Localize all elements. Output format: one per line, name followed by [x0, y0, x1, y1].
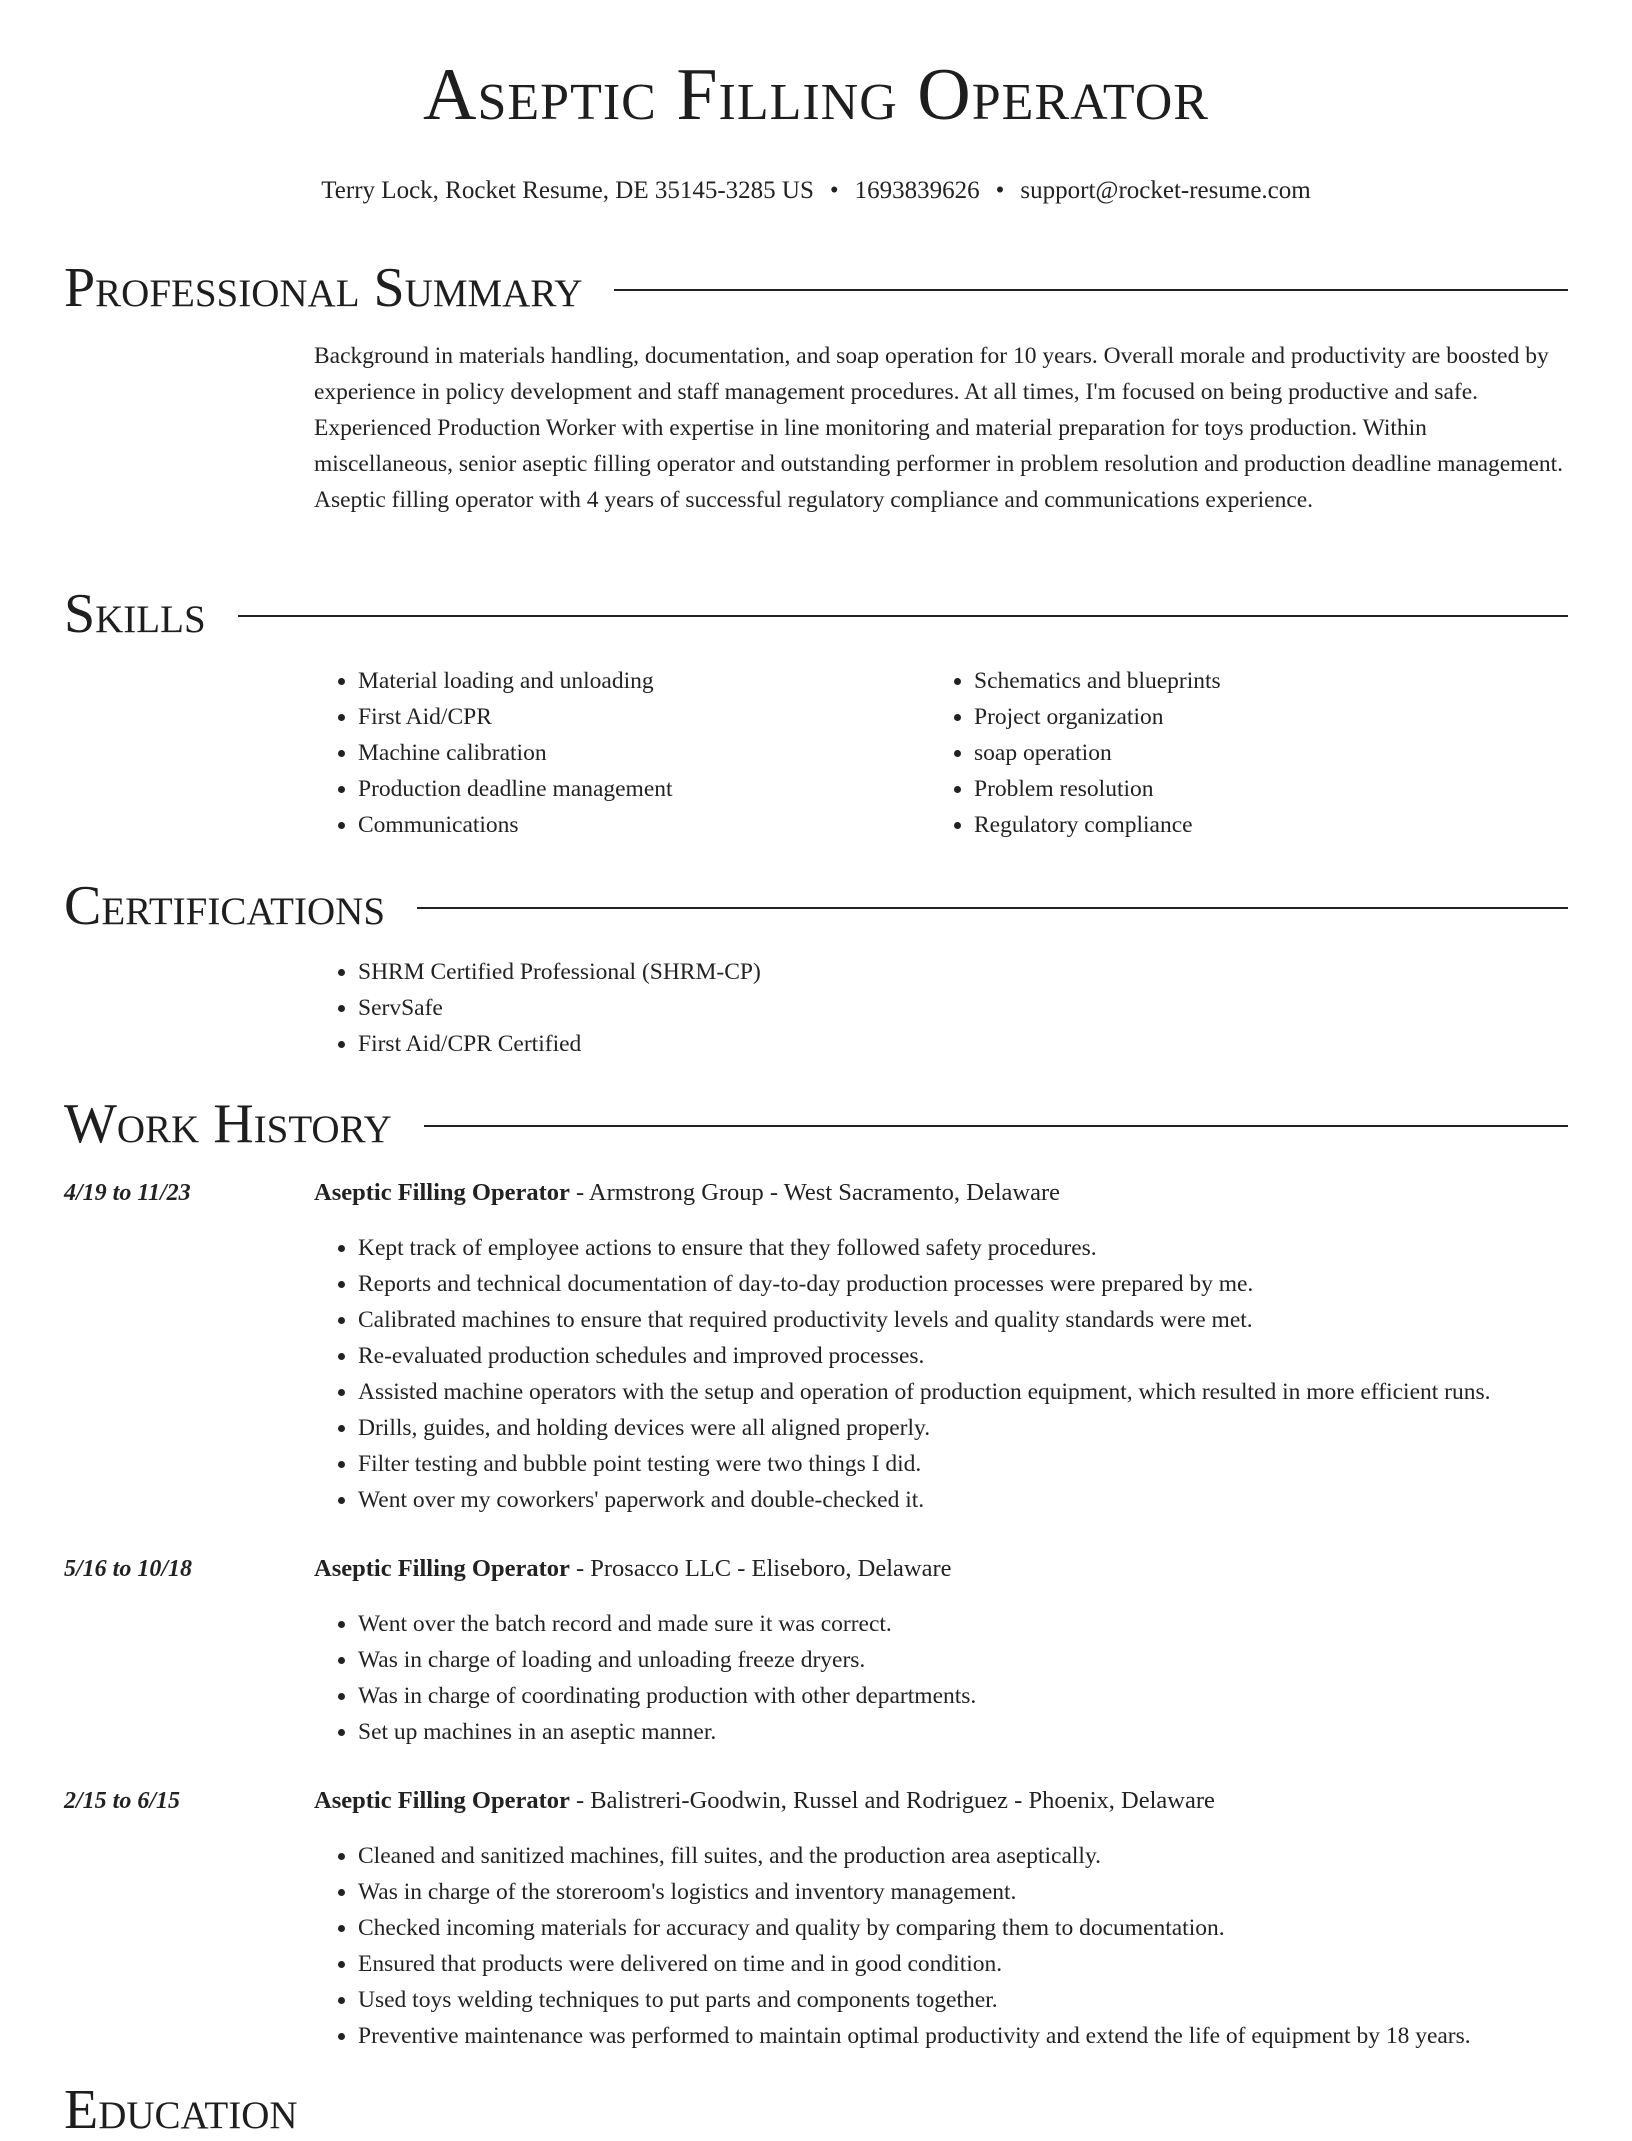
job-bullet: • Kept track of employee actions to ensure that they followed safety procedures.	[358, 1230, 1604, 1266]
job-employer: - Prosacco LLC - Eliseboro, Delaware	[569, 1555, 952, 1582]
certifications-heading: Certifications	[64, 875, 386, 937]
certification-item: • ServSafe	[358, 990, 1514, 1026]
skill-item: • Production deadline management	[358, 771, 874, 807]
job-bullet: • Went over my coworkers' paperwork and double-checked it.	[358, 1482, 1604, 1518]
section-divider	[238, 615, 1568, 617]
skill-item: • soap operation	[974, 735, 1490, 771]
skill-item: • Project organization	[974, 699, 1490, 735]
job-bullet: • Drills, guides, and holding devices were all aligned properly.	[358, 1410, 1604, 1446]
job-dates: 2/15 to 6/15	[64, 1788, 181, 1814]
contact-separator: •	[995, 177, 1005, 204]
education-section-header	[64, 2079, 1568, 2141]
job-bullet: • Cleaned and sanitized machines, fill suites, and the production area aseptically.	[358, 1838, 1604, 1874]
certification-item: • SHRM Certified Professional (SHRM-CP)	[358, 954, 1514, 990]
job-title: Aseptic Filling Operator	[314, 1787, 570, 1814]
skill-item: • Communications	[358, 807, 874, 843]
contact-separator: •	[829, 177, 839, 204]
certification-item: • First Aid/CPR Certified	[358, 1026, 1514, 1062]
section-divider	[424, 1125, 1568, 1127]
job-title: Aseptic Filling Operator	[314, 1555, 570, 1582]
job-bullet: • Assisted machine operators with the setup and operation of production equipment, which resulted in more efficient runs.	[358, 1374, 1604, 1410]
job-bullet: • Reports and technical documentation of day-to-day production processes were prepared by me.	[358, 1266, 1604, 1302]
skill-item: • Material loading and unloading	[358, 663, 874, 699]
section-divider	[417, 907, 1568, 909]
job-bullet: • Ensured that products were delivered on time and in good condition.	[358, 1946, 1604, 1982]
job-bullet: • Preventive maintenance was performed to maintain optimal productivity and extend the life of equipment by 18 years.	[358, 2018, 1604, 2054]
job-bullet: • Was in charge of the storeroom's logistics and inventory management.	[358, 1874, 1604, 1910]
work-history-section-header	[64, 1093, 1568, 1155]
contact-phone: 1693839626	[854, 177, 980, 204]
job-bullet: • Set up machines in an aseptic manner.	[358, 1714, 1604, 1750]
job-dates: 5/16 to 10/18	[64, 1556, 193, 1582]
certifications-section-header	[64, 875, 1568, 937]
skills-heading: Skills	[64, 583, 206, 645]
skill-item: • Regulatory compliance	[974, 807, 1490, 843]
job-bullet: • Used toys welding techniques to put parts and components together.	[358, 1982, 1604, 2018]
section-divider	[614, 289, 1568, 291]
job-bullet: • Re-evaluated production schedules and improved processes.	[358, 1338, 1604, 1374]
summary-heading: Professional Summary	[64, 257, 583, 319]
job-bullet: • Checked incoming materials for accuracy and quality by comparing them to documentation.	[358, 1910, 1604, 1946]
job-bullet: • Was in charge of coordinating production with other departments.	[358, 1678, 1604, 1714]
contact-address: Terry Lock, Rocket Resume, DE 35145-3285 US	[321, 177, 814, 204]
job-employer: - Balistreri-Goodwin, Russel and Rodriguez - Phoenix, Delaware	[569, 1787, 1215, 1814]
skill-item: • First Aid/CPR	[358, 699, 874, 735]
job-heading	[314, 1554, 1574, 1584]
skills-section-header	[64, 583, 1568, 645]
job-title: Aseptic Filling Operator	[314, 1179, 570, 1206]
job-bullet-list	[314, 1230, 1604, 1518]
skills-right-column	[930, 663, 1490, 843]
job-heading	[314, 1178, 1574, 1208]
skill-item: • Machine calibration	[358, 735, 874, 771]
summary-text: Background in materials handling, documentation, and soap operation for 10 years. Overall morale and productivity are boosted by experience in policy development and staff management procedures. At all times, I'm focused on being productive and safe. Experienced Production Worker with expertise in line monitoring and material preparation for toys production. Within miscellaneous, senior aseptic filling operator and outstanding performer in problem resolution and production deadline management. Aseptic filling operator with 4 years of successful regulatory compliance and communications experience.	[314, 343, 1564, 513]
contact-email: support@rocket-resume.com	[1020, 177, 1311, 204]
skills-left-column	[314, 663, 874, 843]
contact-line	[0, 176, 1632, 206]
job-dates: 4/19 to 11/23	[64, 1180, 191, 1206]
resume-name-title: Aseptic Filling Operator	[423, 54, 1209, 136]
job-bullet: • Calibrated machines to ensure that required productivity levels and quality standards were met.	[358, 1302, 1604, 1338]
job-employer: - Armstrong Group - West Sacramento, Delaware	[569, 1179, 1061, 1206]
job-bullet: • Went over the batch record and made sure it was correct.	[358, 1606, 1604, 1642]
job-bullet-list	[314, 1606, 1604, 1750]
work-history-heading: Work History	[64, 1093, 392, 1155]
job-bullet: • Filter testing and bubble point testing were two things I did.	[358, 1446, 1604, 1482]
certifications-list	[314, 954, 1514, 1062]
skill-item: • Problem resolution	[974, 771, 1490, 807]
education-heading: Education	[64, 2079, 298, 2141]
skill-item: • Schematics and blueprints	[974, 663, 1490, 699]
job-bullet-list	[314, 1838, 1604, 2054]
job-bullet: • Was in charge of loading and unloading freeze dryers.	[358, 1642, 1604, 1678]
job-heading	[314, 1786, 1574, 1816]
summary-section-header	[64, 257, 1568, 319]
